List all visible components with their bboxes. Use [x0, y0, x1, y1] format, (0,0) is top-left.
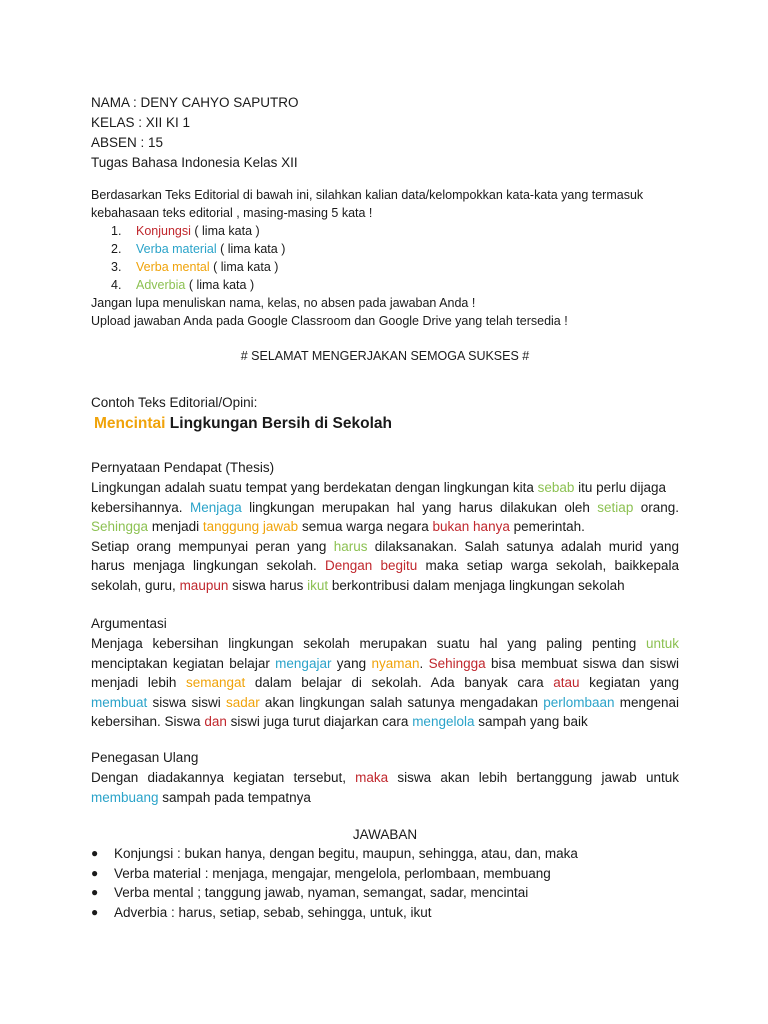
task-item-verba-mental: 3. Verba mental ( lima kata )	[111, 260, 279, 274]
bullet-icon: ●	[91, 904, 99, 919]
assignment-title: Tugas Bahasa Indonesia Kelas XII	[91, 155, 298, 170]
bullet-icon: ●	[91, 846, 99, 860]
instruction-line-2: kebahasaan teks editorial , masing-masing 5 kata !	[91, 206, 373, 220]
argument-section	[91, 614, 679, 732]
argument-line: Menjaga kebersihan lingkungan sekolah merupakan suatu hal yang paling penting untuk	[91, 636, 679, 651]
editorial-title: Mencintai Lingkungan Bersih di Sekolah	[94, 415, 392, 432]
thesis-section	[91, 458, 679, 595]
argument-line: menciptakan kegiatan belajar mengajar yang nyaman. Sehingga bisa membuat siswa dan siswi	[91, 655, 679, 671]
argument-line: kebersihan. Siswa dan siswi juga turut diajarkan cara mengelola sampah yang baik	[91, 714, 588, 729]
task-term: Verba mental	[136, 260, 210, 274]
task-item-verba-material: 2. Verba material ( lima kata )	[111, 242, 286, 256]
thesis-line: harus menjaga lingkungan sekolah. Dengan begitu maka setiap warga sekolah, baikkepala	[91, 558, 679, 573]
answers-section	[91, 844, 679, 922]
student-class: KELAS : XII KI 1	[91, 115, 191, 130]
answer-item-verba-material: ● Verba material : menjaga, mengajar, mengelola, perlombaan, membuang	[114, 864, 679, 884]
instructions	[91, 186, 679, 330]
answers-heading: JAWABAN	[352, 827, 418, 842]
example-section	[91, 393, 679, 435]
task-item-adverbia: 4. Adverbia ( lima kata )	[111, 278, 255, 292]
argument-line: membuat siswa siswi sadar akan lingkungan salah satunya mengadakan perlombaan mengenai	[91, 694, 680, 710]
argument-heading: Argumentasi	[91, 616, 167, 631]
task-item-konjungsi: 1. Konjungsi ( lima kata )	[111, 224, 260, 238]
task-term: Verba material	[136, 242, 217, 256]
reaffirm-line: membuang sampah pada tempatnya	[91, 789, 311, 805]
thesis-line: kebersihannya. Menjaga lingkungan merupakan hal yang harus dilakukan oleh setiap orang.	[91, 499, 679, 515]
reminder-1: Jangan lupa menuliskan nama, kelas, no absen pada jawaban Anda !	[91, 296, 476, 310]
answer-list	[91, 844, 679, 922]
example-label: Contoh Teks Editorial/Opini:	[91, 395, 258, 410]
reaffirm-section	[91, 748, 679, 807]
bullet-icon: ●	[91, 885, 99, 899]
thesis-line: sekolah, guru, maupun siswa harus ikut berkontribusi dalam menjaga lingkungan sekolah	[91, 577, 625, 593]
thesis-line: Sehingga menjadi tanggung jawab semua warga negara bukan hanya pemerintah.	[91, 519, 585, 534]
answer-item-adverbia: ● Adverbia : harus, setiap, sebab, sehingga, untuk, ikut	[114, 903, 679, 923]
task-term: Adverbia	[136, 278, 186, 292]
thesis-line: Setiap orang mempunyai peran yang harus dilaksanakan. Salah satunya adalah murid yang	[91, 538, 679, 554]
task-list	[91, 222, 679, 294]
thesis-line: Lingkungan adalah suatu tempat yang berdekatan dengan lingkungan kita sebab itu perlu dijaga	[91, 480, 666, 495]
task-term: Konjungsi	[136, 224, 191, 238]
thesis-heading: Pernyataan Pendapat (Thesis)	[91, 460, 275, 475]
answer-item-verba-mental: ● Verba mental ; tanggung jawab, nyaman, semangat, sadar, mencintai	[114, 883, 679, 903]
student-name: NAMA : DENY CAHYO SAPUTRO	[91, 95, 299, 110]
instruction-line-1: Berdasarkan Teks Editorial di bawah ini, silahkan kalian data/kelompokkan kata-kata yang termasuk	[91, 188, 644, 202]
student-absen: ABSEN : 15	[91, 135, 164, 150]
student-header	[91, 93, 679, 173]
argument-line: menjadi lebih semangat dalam belajar di sekolah. Ada banyak cara atau kegiatan yang	[91, 675, 679, 690]
bullet-icon: ●	[91, 865, 99, 880]
reaffirm-heading: Penegasan Ulang	[91, 750, 199, 765]
answer-item-konjungsi: ● Konjungsi : bukan hanya, dengan begitu, maupun, sehingga, atau, dan, maka	[114, 844, 679, 864]
reminder-2: Upload jawaban Anda pada Google Classroom dan Google Drive yang telah tersedia !	[91, 314, 568, 328]
reaffirm-line: Dengan diadakannya kegiatan tersebut, maka siswa akan lebih bertanggung jawab untuk	[91, 770, 679, 785]
motto: # SELAMAT MENGERJAKAN SEMOGA SUKSES #	[240, 349, 530, 363]
